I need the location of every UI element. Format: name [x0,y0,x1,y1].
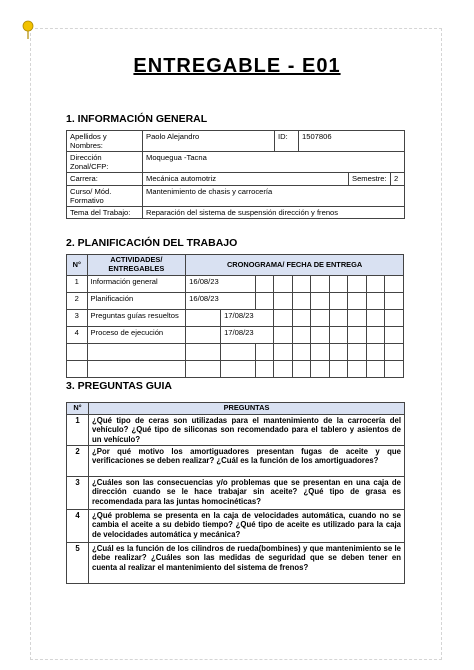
label-id: ID: [275,131,299,152]
question-text: ¿Cuál es la función de los cilindros de rueda(bombines) y que mantenimiento se le debe realizar? ¿Cuáles son las medidas de seguridad que se deben tener en cuenta al realizar el mantenimiento del sistema de frenos? [89,542,405,583]
question-num: 1 [67,414,89,445]
info-row-carrera [67,173,405,185]
label-tema: Tema del Trabajo: [67,206,143,218]
grid-cell [311,310,329,327]
planning-row-empty [67,344,404,361]
plan-fecha: 17/08/23 [221,327,274,344]
planning-row [67,327,404,344]
question-text: ¿Cuáles son las consecuencias y/o problemas que se presentan en una caja de dirección cuando se le hace trabajar sin aceite? ¿Qué tipo de grasa es recomendada para las juntas homocinéticas? [89,476,405,509]
value-tema: Reparación del sistema de suspensión dirección y frenos [143,206,405,218]
planning-row [67,293,404,310]
question-row [67,414,405,445]
plan-actividad: Planificación [87,293,186,310]
grid-cell [311,276,329,293]
section-heading-preguntas: 3. PREGUNTAS GUIA [66,380,172,392]
question-num: 3 [67,476,89,509]
planning-table [66,254,404,378]
grid-cell [255,276,273,293]
grid-cell [255,293,273,310]
grid-cell [348,276,366,293]
info-row-curso [67,185,405,206]
grid-cell [255,361,273,378]
grid-cell [186,361,221,378]
plan-actividad: Información general [87,276,186,293]
question-text: ¿Por qué motivo los amortiguadores presentan fugas de aceite y que verificaciones se deben realizar? ¿Cuál es la función de los amortiguadores? [89,445,405,476]
grid-cell [87,361,186,378]
question-row [67,445,405,476]
plan-fecha: 16/08/23 [186,293,256,310]
grid-cell [385,344,404,361]
label-direccion: Dirección Zonal/CFP: [67,152,143,173]
questions-table [66,402,405,584]
grid-cell [366,293,384,310]
label-apellidos: Apellidos y Nombres: [67,131,143,152]
header-preguntas: PREGUNTAS [89,403,405,415]
header-actividades: ACTIVIDADES/ ENTREGABLES [87,255,186,276]
grid-cell [67,361,88,378]
grid-cell [348,361,366,378]
section-heading-informacion: 1. INFORMACIÓN GENERAL [66,113,208,125]
header-cronograma: CRONOGRAMA/ FECHA DE ENTREGA [186,255,404,276]
questions-header-row [67,403,405,415]
header-num: N° [67,255,88,276]
grid-cell [274,310,292,327]
value-id: 1507806 [299,131,405,152]
label-carrera: Carrera: [67,173,143,185]
question-text: ¿Qué tipo de ceras son utilizadas para el mantenimiento de la carrocería del vehículo? ¿Qué tipo de siliconas son recomendado para el tablero y asientos de un vehículo? [89,414,405,445]
grid-cell [292,276,310,293]
grid-cell [292,344,310,361]
question-row [67,476,405,509]
plan-num: 3 [67,310,88,327]
label-semestre: Semestre: [349,173,391,185]
question-num: 4 [67,509,89,542]
info-table [66,130,405,219]
grid-cell [329,293,347,310]
info-row-direccion [67,152,405,173]
grid-cell [366,344,384,361]
question-text: ¿Qué problema se presenta en la caja de velocidades automática, cuando no se cambia el aceite a su debido tiempo? ¿Qué tipo de aceite es utilizado para la caja de velocidades automática y mecánica? [89,509,405,542]
plan-num: 1 [67,276,88,293]
planning-header-row [67,255,404,276]
grid-cell [385,293,404,310]
grid-cell [221,361,256,378]
grid-cell [329,327,347,344]
grid-cell [329,344,347,361]
grid-cell [274,344,292,361]
grid-cell [348,327,366,344]
grid-cell [329,310,347,327]
planning-row [67,310,404,327]
grid-cell [329,361,347,378]
value-curso: Mantenimiento de chasis y carrocería [143,185,405,206]
grid-cell [385,276,404,293]
plan-num: 4 [67,327,88,344]
grid-cell [348,310,366,327]
grid-cell [186,344,221,361]
grid-cell [292,327,310,344]
grid-cell [67,344,88,361]
grid-cell [366,327,384,344]
info-row-tema [67,206,405,218]
grid-cell [311,361,329,378]
grid-cell [385,310,404,327]
grid-cell [255,344,273,361]
plan-fecha: 16/08/23 [186,276,256,293]
grid-cell [385,327,404,344]
info-row-apellidos [67,131,405,152]
grid-cell [186,327,221,344]
value-direccion: Moquegua -Tacna [143,152,405,173]
grid-cell [366,361,384,378]
grid-cell [274,276,292,293]
label-curso: Curso/ Mód. Formativo [67,185,143,206]
plan-num: 2 [67,293,88,310]
grid-cell [366,310,384,327]
grid-cell [292,310,310,327]
grid-cell [311,293,329,310]
question-row [67,542,405,583]
grid-cell [329,276,347,293]
grid-cell [186,310,221,327]
plan-actividad: Proceso de ejecución [87,327,186,344]
grid-cell [348,344,366,361]
grid-cell [348,293,366,310]
section-heading-planificacion: 2. PLANIFICACIÓN DEL TRABAJO [66,237,238,249]
value-apellidos: Paolo Alejandro [143,131,275,152]
grid-cell [87,344,186,361]
grid-cell [274,361,292,378]
plan-fecha: 17/08/23 [221,310,274,327]
grid-cell [292,293,310,310]
value-semestre: 2 [391,173,405,185]
question-num: 2 [67,445,89,476]
planning-row-empty [67,361,404,378]
grid-cell [274,327,292,344]
grid-cell [385,361,404,378]
grid-cell [311,327,329,344]
document-title: ENTREGABLE - E01 [133,55,341,77]
grid-cell [292,361,310,378]
planning-row [67,276,404,293]
plan-actividad: Preguntas guías resueltos [87,310,186,327]
value-carrera: Mecánica automotriz [143,173,349,185]
grid-cell [221,344,256,361]
grid-cell [366,276,384,293]
pushpin-icon [22,20,34,40]
question-row [67,509,405,542]
header-num: N° [67,403,89,415]
question-num: 5 [67,542,89,583]
grid-cell [311,344,329,361]
grid-cell [274,293,292,310]
